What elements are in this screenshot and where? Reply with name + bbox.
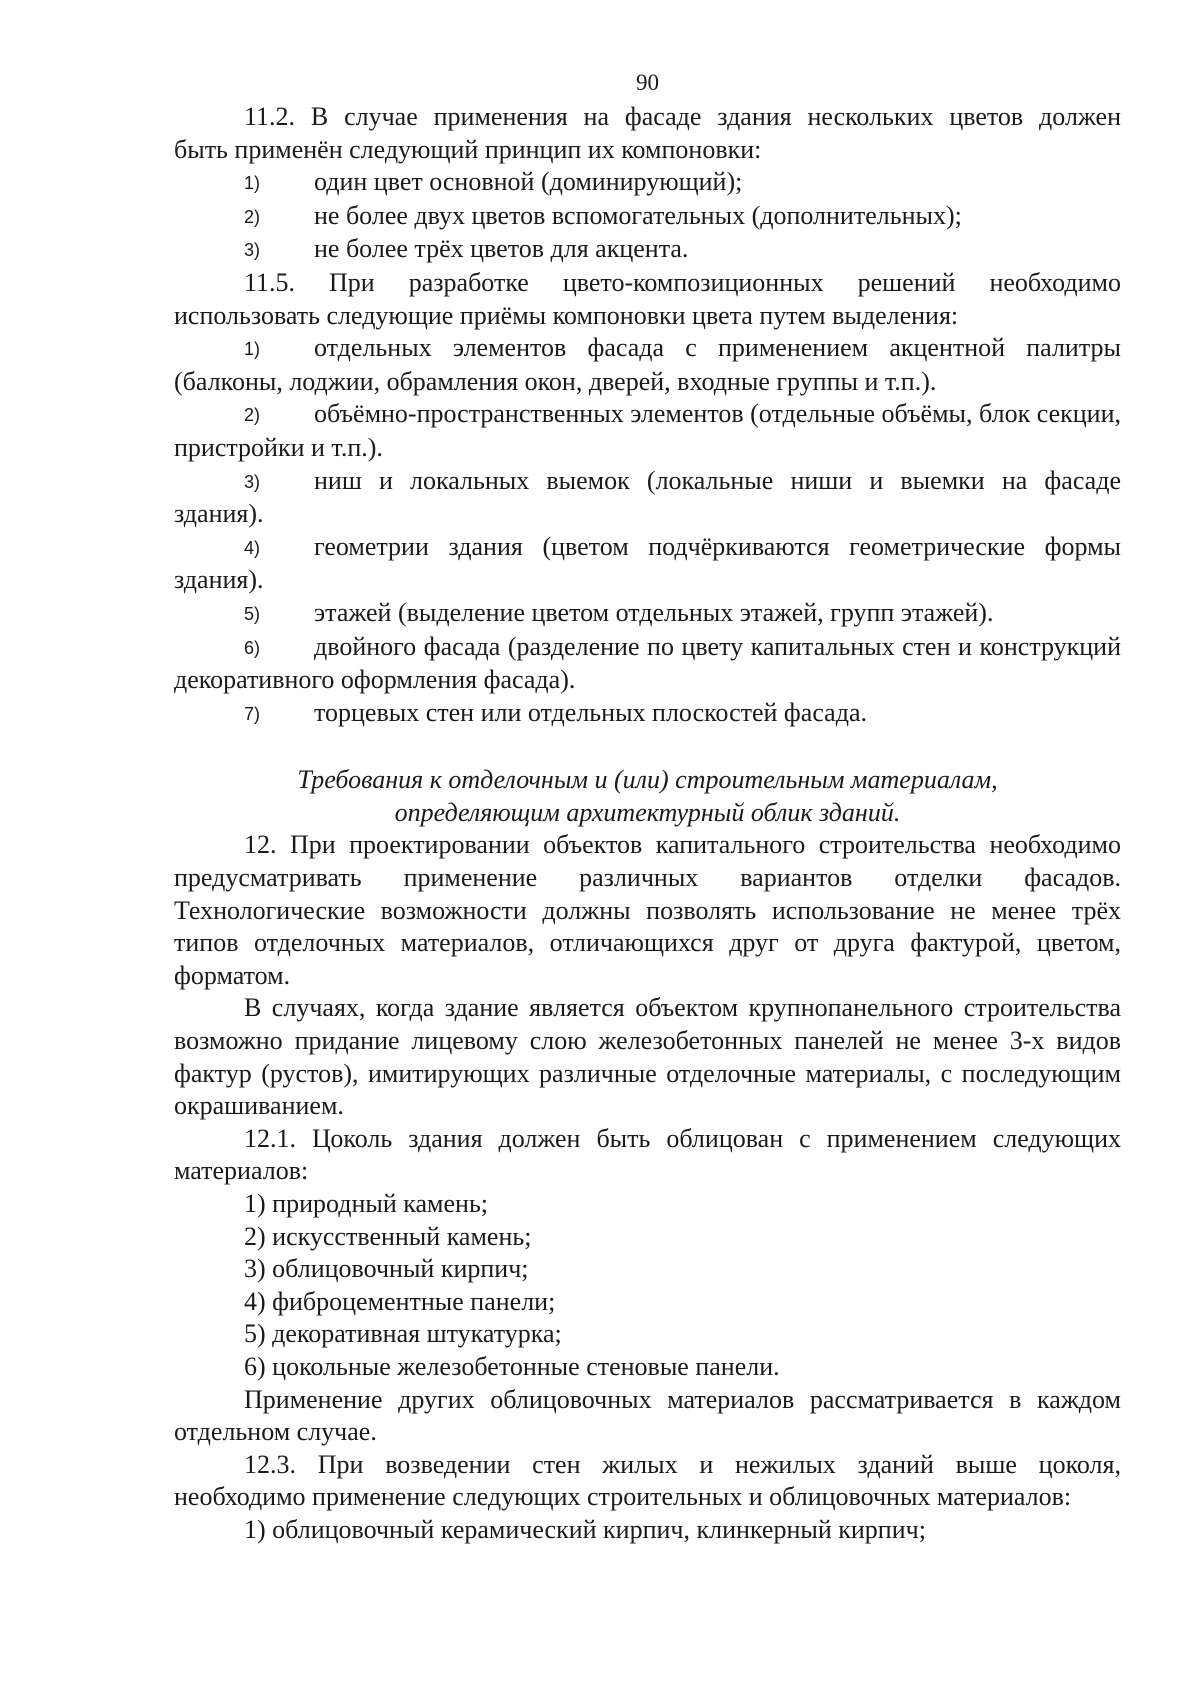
list-item (174, 531, 1121, 597)
section-11-2-intro-line2: быть применён следующий принцип их компоновки: (174, 134, 762, 164)
list-item: 2) искусственный камень; (244, 1221, 532, 1251)
list-item-text: торцевых стен или отдельных плоскостей фасада. (314, 697, 867, 727)
list-item-number: 6) (244, 637, 261, 658)
list-item-text: ниш и локальных выемок (локальные ниши и выемки на фасаде здания). (174, 465, 1121, 529)
list-item (174, 233, 1121, 267)
list-item: 4) фиброцементные панели; (244, 1286, 556, 1316)
document-page (174, 70, 1121, 1547)
list-item-number: 7) (244, 703, 261, 724)
list-item-number: 3) (244, 240, 261, 261)
list-item-text: не более двух цветов вспомогательных (дополнительных); (314, 200, 962, 230)
list-item: 1) облицовочный керамический кирпич, клинкерный кирпич; (244, 1514, 926, 1544)
list-item-number: 2) (244, 206, 261, 227)
list-item (174, 465, 1121, 531)
list-item-text: один цвет основной (доминирующий); (314, 167, 743, 197)
list-item-number: 5) (244, 603, 261, 624)
list-item-number: 1) (244, 339, 261, 360)
list-item-text: двойного фасада (разделение по цвету капитальных стен и конструкций декоративного оформления фасада). (174, 631, 1121, 695)
list-item-text: геометрии здания (цветом подчёркиваются геометрические формы здания). (174, 531, 1121, 595)
list-item: 3) облицовочный кирпич; (244, 1254, 529, 1284)
list-item: 1) природный камень; (244, 1189, 489, 1218)
list-item (174, 166, 1121, 200)
list-item (174, 597, 1121, 631)
section-12-1-note: Применение других облицовочных материалов рассматривается в каждом отдельном случае. (174, 1384, 1121, 1447)
section-11-5-intro: 11.5. При разработке цвето-композиционных решений необходимо использовать следующие приёмы компоновки цвета путем выделения: (174, 267, 1121, 330)
list-item (174, 332, 1121, 398)
section-12-1-intro: 12.1. Цоколь здания должен быть облицован с применением следующих материалов: (174, 1123, 1121, 1186)
list-item-text: не более трёх цветов для акцента. (314, 234, 689, 264)
section-heading-line1: Требования к отделочным и (или) строительным материалам, (297, 765, 998, 795)
list-item: 5) декоративная штукатурка; (244, 1319, 562, 1349)
list-item-text: отдельных элементов фасада с применением акцентной палитры (балконы, лоджии, обрамления окон, дверей, входные группы и т.п.). (174, 333, 1121, 396)
list-item (174, 697, 1121, 731)
list-item-text: объёмно-пространственных элементов (отдельные объёмы, блок секции, пристройки и т.п.). (174, 399, 1121, 462)
page-number: 90 (636, 70, 659, 95)
list-item-text: этажей (выделение цветом отдельных этажей, групп этажей). (314, 597, 994, 627)
section-gap (174, 730, 1121, 764)
list-item (174, 200, 1121, 234)
list-item-number: 3) (244, 471, 261, 492)
list-item-number: 1) (244, 173, 261, 194)
section-12-3-intro: 12.3. При возведении стен жилых и нежилых зданий выше цоколя, необходимо применение следующих строительных и облицовочных материалов: (174, 1449, 1121, 1512)
section-heading-line2: определяющим архитектурный облик зданий. (394, 797, 901, 827)
section-12-paragraph-1: 12. При проектировании объектов капитального строительства необходимо предусматривать применение различных вариантов отделки фасадов. Технологические возможности должны позволять использование не менее трёх типов отделочных материалов, отличающихся друг от друга фактурой, цветом, форматом. (174, 830, 1121, 990)
section-12-paragraph-2: В случаях, когда здание является объектом крупнопанельного строительства возможно придание лицевому слою железобетонных панелей не менее 3-х видов фактур (рустов), имитирующих различные отделочные материалы, с последующим окрашиванием. (174, 993, 1121, 1121)
list-item (174, 631, 1121, 697)
list-item-number: 2) (244, 405, 261, 426)
list-item-number: 4) (244, 537, 261, 558)
list-item: 6) цокольные железобетонные стеновые панели. (244, 1351, 780, 1381)
section-11-2-intro-line1: 11.2. В случае применения на фасаде здания нескольких цветов должен (244, 102, 1121, 131)
list-item (174, 398, 1121, 464)
